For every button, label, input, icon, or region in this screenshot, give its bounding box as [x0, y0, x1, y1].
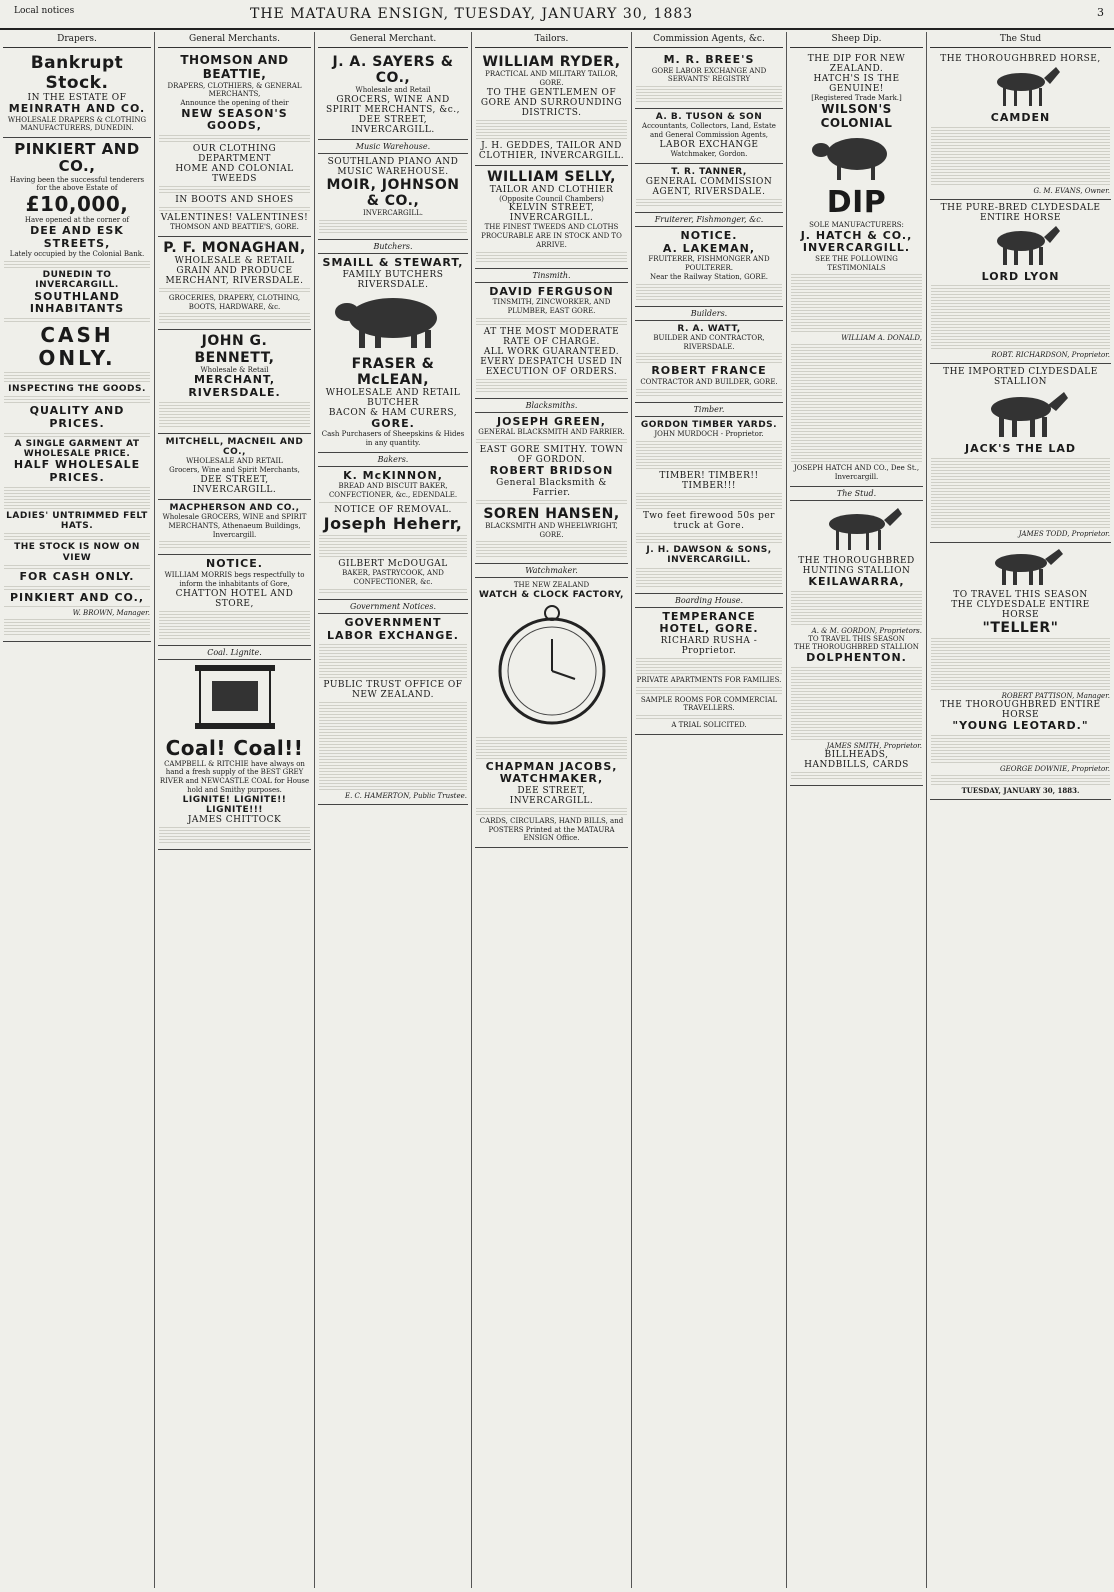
ad-heading: PINKIERT AND CO.,: [14, 140, 140, 176]
horse-illustration-icon: [976, 64, 1066, 108]
column-drapers: [0, 32, 155, 1588]
section-bakers-heading: Bakers.: [318, 453, 468, 467]
column-the-stud: [927, 32, 1114, 1588]
column-tailors: [472, 32, 632, 1588]
section-fruiterer-heading: Fruiterer, Fishmonger, &c.: [635, 213, 783, 227]
ad-heading: THE DIP FOR NEW ZEALAND.: [807, 54, 906, 74]
ad-heading: THOMSON AND BEATTIE,: [180, 53, 289, 81]
section-butchers-heading: Butchers.: [318, 240, 468, 254]
ad-butchers: SMAILL & STEWART, FAMILY BUTCHERS RIVERSDALE. FRASER & McLEAN, WHOLESALE AND RETAIL BUTCHER BACON & HAM CURERS, GORE. Cash Purchasers of Sheepskins & Hides in any quantity.: [318, 254, 468, 453]
ad-bennett: JOHN G. BENNETT, Wholesale & Retail MERCHANT, RIVERSDALE.: [158, 330, 311, 433]
ad-lord-lyon: THE PURE-BRED CLYDESDALE ENTIRE HORSE LORD LYON ROBT. RICHARDSON, Proprietor.: [930, 200, 1111, 365]
horse-illustration-icon: [966, 387, 1076, 439]
ad-teller: TO TRAVEL THIS SEASON THE CLYDESDALE ENTIRE HORSE "TELLER" ROBERT PATTISON, Manager. THE THOROUGHBRED ENTIRE HORSE "YOUNG LEOTARD." GEORGE DOWNIE, Proprietor. TUESDAY, JANUARY 30, 1883.: [930, 543, 1111, 800]
ad-notice-morris: NOTICE. WILLIAM MORRIS begs respectfully to inform the inhabitants of Gore, CHATTON HOTEL AND STORE,: [158, 555, 311, 645]
ad-watchmaker: THE NEW ZEALAND WATCH & CLOCK FACTORY, CHAPMAN JACOBS, WATCHMAKER, DEE STREET, INVERCARGILL. CARDS, CIRCULARS, HAND BILLS, and POSTERS Printed at the MATAURA ENSIGN Office.: [475, 578, 628, 848]
ad-monaghan: P. F. MONAGHAN, WHOLESALE & RETAIL GRAIN AND PRODUCE MERCHANT, RIVERSDALE. GROCERIES, DRAPERY, CLOTHING, BOOTS, HARDWARE, &c.: [158, 237, 311, 331]
ad-selly: WILLIAM SELLY, TAILOR AND CLOTHIER (Opposite Council Chambers) KELVIN STREET, INVERCARGILL. THE FINEST TWEEDS AND CLOTHS PROCURABLE ARE IN STOCK AND TO ARRIVE.: [475, 166, 628, 269]
section-music-heading: Music Warehouse.: [318, 140, 468, 154]
ad-jacks-the-lad: THE IMPORTED CLYDESDALE STALLION JACK'S THE LAD JAMES TODD, Proprietor.: [930, 364, 1111, 543]
column-heading: General Merchants.: [158, 32, 311, 48]
ad-heading: TO TRAVEL THIS SEASON: [953, 589, 1088, 600]
ad-heading: NOTICE.: [206, 557, 263, 571]
ad-government: GOVERNMENT LABOR EXCHANGE. PUBLIC TRUST OFFICE OF NEW ZEALAND. E. C. HAMERTON, Public Trustee.: [318, 614, 468, 805]
column-sheep-dip: [787, 32, 927, 1588]
section-tinsmith-heading: Tinsmith.: [475, 269, 628, 283]
ad-bankrupt-stock: Bankrupt Stock. IN THE ESTATE OF MEINRATH AND CO. WHOLESALE DRAPERS & CLOTHING MANUFACTURERS, DUNEDIN.: [3, 51, 151, 138]
ad-tuson: A. B. TUSON & SON Accountants, Collectors, Land, Estate and General Commission Agents, LABOR EXCHANGE Watchmaker, Gordon.: [635, 109, 783, 164]
ad-ferguson: DAVID FERGUSON TINSMITH, ZINCWORKER, AND PLUMBER, EAST GORE. AT THE MOST MODERATE RATE OF CHARGE. ALL WORK GUARANTEED. EVERY DESPATCH USED IN EXECUTION OF ORDERS.: [475, 283, 628, 399]
masthead-left: Local notices: [14, 6, 75, 16]
ad-heading: WILLIAM RYDER,: [482, 54, 621, 70]
ad-heading: THE PURE-BRED CLYDESDALE ENTIRE HORSE: [940, 202, 1101, 223]
section-stud-heading: The Stud.: [790, 487, 923, 501]
ad-builders: R. A. WATT, BUILDER AND CONTRACTOR, RIVERSDALE. ROBERT FRANCE CONTRACTOR AND BUILDER, GORE.: [635, 321, 783, 403]
ad-heading: MITCHELL, MACNEIL AND CO.,: [165, 436, 304, 458]
pocket-watch-icon: [477, 601, 627, 731]
ad-keilawarra: THE THOROUGHBRED HUNTING STALLION KEILAWARRA, A. & M. GORDON, Proprietors. TO TRAVEL THIS SEASON THE THOROUGHBRED STALLION DOLPHENTON. JAMES SMITH, Proprietor. BILLHEADS, HANDBILLS, CARDS: [790, 501, 923, 786]
column-heading: Sheep Dip.: [790, 32, 923, 48]
column-commission-agents: [632, 32, 787, 1588]
section-timber-heading: Timber.: [635, 403, 783, 417]
sheep-trademark-icon: [797, 130, 917, 182]
ad-pinkiert: PINKIERT AND CO., Having been the successful tenderers for the above Estate of £10,000, Have opened at the corner of DEE AND ESK STREETS, Lately occupied by the Colonial Bank. DUNEDIN TO INVERCARGILL. SOUTHLAND INHABITANTS CASH ONLY. INSPECTING THE GOODS. QUALITY AND PRICES. A SINGLE GARMENT AT WHOLESALE PRICE. HALF WHOLESALE PRICES. LADIES' UNTRIMMED FELT HATS. THE STOCK IS NOW ON VIEW FOR CASH ONLY. PINKIERT AND CO., W. BROWN, Manager.: [3, 138, 151, 642]
ad-heading: M. R. BREE'S: [663, 53, 755, 66]
section-government-heading: Government Notices.: [318, 600, 468, 614]
ad-heading: JOHN G. BENNETT,: [194, 333, 275, 366]
ad-bree: M. R. BREE'S GORE LABOR EXCHANGE AND SERVANTS' REGISTRY: [635, 51, 783, 109]
ad-mitchell-macneil: MITCHELL, MACNEIL AND CO., WHOLESALE AND RETAIL Grocers, Wine and Spirit Merchants, DEE STREET, INVERCARGILL.: [158, 434, 311, 500]
ad-tanner: T. R. TANNER, GENERAL COMMISSION AGENT, RIVERSDALE.: [635, 164, 783, 213]
ad-ryder: WILLIAM RYDER, PRACTICAL AND MILITARY TAILOR, GORE. TO THE GENTLEMEN OF GORE AND SURROUNDING DISTRICTS. J. H. GEDDES, TAILOR AND CLOTHIER, INVERCARGILL.: [475, 51, 628, 166]
ad-sayers: J. A. SAYERS & CO., Wholesale and Retail GROCERS, WINE AND SPIRIT MERCHANTS, &c., DEE STREET, INVERCARGILL.: [318, 51, 468, 140]
ad-lakeman: NOTICE. A. LAKEMAN, FRUITERER, FISHMONGER AND POULTERER. Near the Railway Station, GORE.: [635, 227, 783, 307]
ad-bakers: K. McKINNON, BREAD AND BISCUIT BAKER, CONFECTIONER, &c., EDENDALE. NOTICE OF REMOVAL. Joseph Heherr, GILBERT McDOUGAL BAKER, PASTRYCOOK, AND CONFECTIONER, &c.: [318, 467, 468, 600]
ad-heading: A. B. TUSON & SON: [655, 112, 763, 123]
ad-timber: GORDON TIMBER YARDS. JOHN MURDOCH - Proprietor. TIMBER! TIMBER!! TIMBER!!! Two feet firewood 50s per truck at Gore. J. H. DAWSON & SONS, INVERCARGILL.: [635, 417, 783, 594]
column-heading: Drapers.: [3, 32, 151, 48]
column-heading: General Merchant.: [318, 32, 468, 48]
ad-camden: THE THOROUGHBRED HORSE, CAMDEN G. M. EVANS, Owner.: [930, 51, 1111, 200]
section-boarding-heading: Boarding House.: [635, 594, 783, 608]
masthead: [0, 0, 1114, 30]
stove-illustration-icon: [160, 663, 310, 733]
ad-moir-johnson: SOUTHLAND PIANO AND MUSIC WAREHOUSE. MOIR, JOHNSON & CO., INVERCARGILL.: [318, 154, 468, 240]
ad-temperance-hotel: TEMPERANCE HOTEL, GORE. RICHARD RUSHA - Proprietor. PRIVATE APARTMENTS FOR FAMILIES. SAMPLE ROOMS FOR COMMERCIAL TRAVELLERS. A TRIAL SOLICITED.: [635, 608, 783, 735]
masthead-title: THE MATAURA ENSIGN, TUESDAY, JANUARY 30, 1883: [250, 6, 694, 22]
ad-blacksmiths: JOSEPH GREEN, GENERAL BLACKSMITH AND FARRIER. EAST GORE SMITHY. TOWN OF GORDON. ROBERT BRIDSON General Blacksmith & Farrier. SOREN HANSEN, BLACKSMITH AND WHEELWRIGHT, GORE.: [475, 413, 628, 565]
section-builders-heading: Builders.: [635, 307, 783, 321]
column-general-merchants: [155, 32, 315, 1588]
ad-heading: THE IMPORTED CLYDESDALE STALLION: [943, 367, 1098, 388]
column-heading: The Stud: [930, 32, 1111, 48]
bull-illustration-icon: [323, 290, 463, 352]
ad-thomson-beattie: THOMSON AND BEATTIE, DRAPERS, CLOTHIERS, & GENERAL MERCHANTS, Announce the opening of their NEW SEASON'S GOODS, OUR CLOTHING DEPARTMENT HOME AND COLONIAL TWEEDS IN BOOTS AND SHOES VALENTINES! VALENTINES! THOMSON AND BEATTIE'S, GORE.: [158, 51, 311, 237]
ad-coal: Coal! Coal!! CAMPBELL & RITCHIE have always on hand a fresh supply of the BEST GREY RIVER and NEWCASTLE COAL for House hold and Smithy purposes. LIGNITE! LIGNITE!! LIGNITE!!! JAMES CHITTOCK: [158, 660, 311, 851]
horse-illustration-icon: [976, 223, 1066, 267]
horse-illustration-icon: [802, 504, 912, 552]
ad-heading: WILLIAM SELLY,: [487, 168, 616, 185]
ad-hatch-dip: THE DIP FOR NEW ZEALAND. HATCH'S IS THE GENUINE! [Registered Trade Mark.] WILSON'S COLONIAL DIP SOLE MANUFACTURERS: J. HATCH & CO., INVERCARGILL. SEE THE FOLLOWING TESTIMONIALS WILLIAM A. DONALD, JOSEPH HATCH AND CO., Dee St., Invercargill.: [790, 51, 923, 487]
ad-heading: J. A. SAYERS & CO.,: [332, 54, 454, 87]
page-number: 3: [1097, 6, 1104, 19]
ad-macpherson: MACPHERSON AND CO., Wholesale GROCERS, WINE and SPIRIT MERCHANTS, Athenaeum Buildings, Invercargill.: [158, 500, 311, 556]
section-watchmaker-heading: Watchmaker.: [475, 564, 628, 578]
section-blacksmiths-heading: Blacksmiths.: [475, 399, 628, 413]
horse-illustration-icon: [971, 546, 1071, 586]
ad-heading: MACPHERSON AND CO.,: [169, 502, 300, 513]
ad-heading: P. F. MONAGHAN,: [163, 239, 306, 256]
section-coal-heading: Coal. Lignite.: [158, 646, 311, 660]
ad-heading: Bankrupt Stock.: [30, 53, 124, 93]
column-heading: Commission Agents, &c.: [635, 32, 783, 48]
ad-heading: T. R. TANNER,: [671, 166, 747, 177]
ad-heading: THE THOROUGHBRED HORSE,: [940, 54, 1101, 64]
column-heading: Tailors.: [475, 32, 628, 48]
column-general-merchant: [315, 32, 472, 1588]
